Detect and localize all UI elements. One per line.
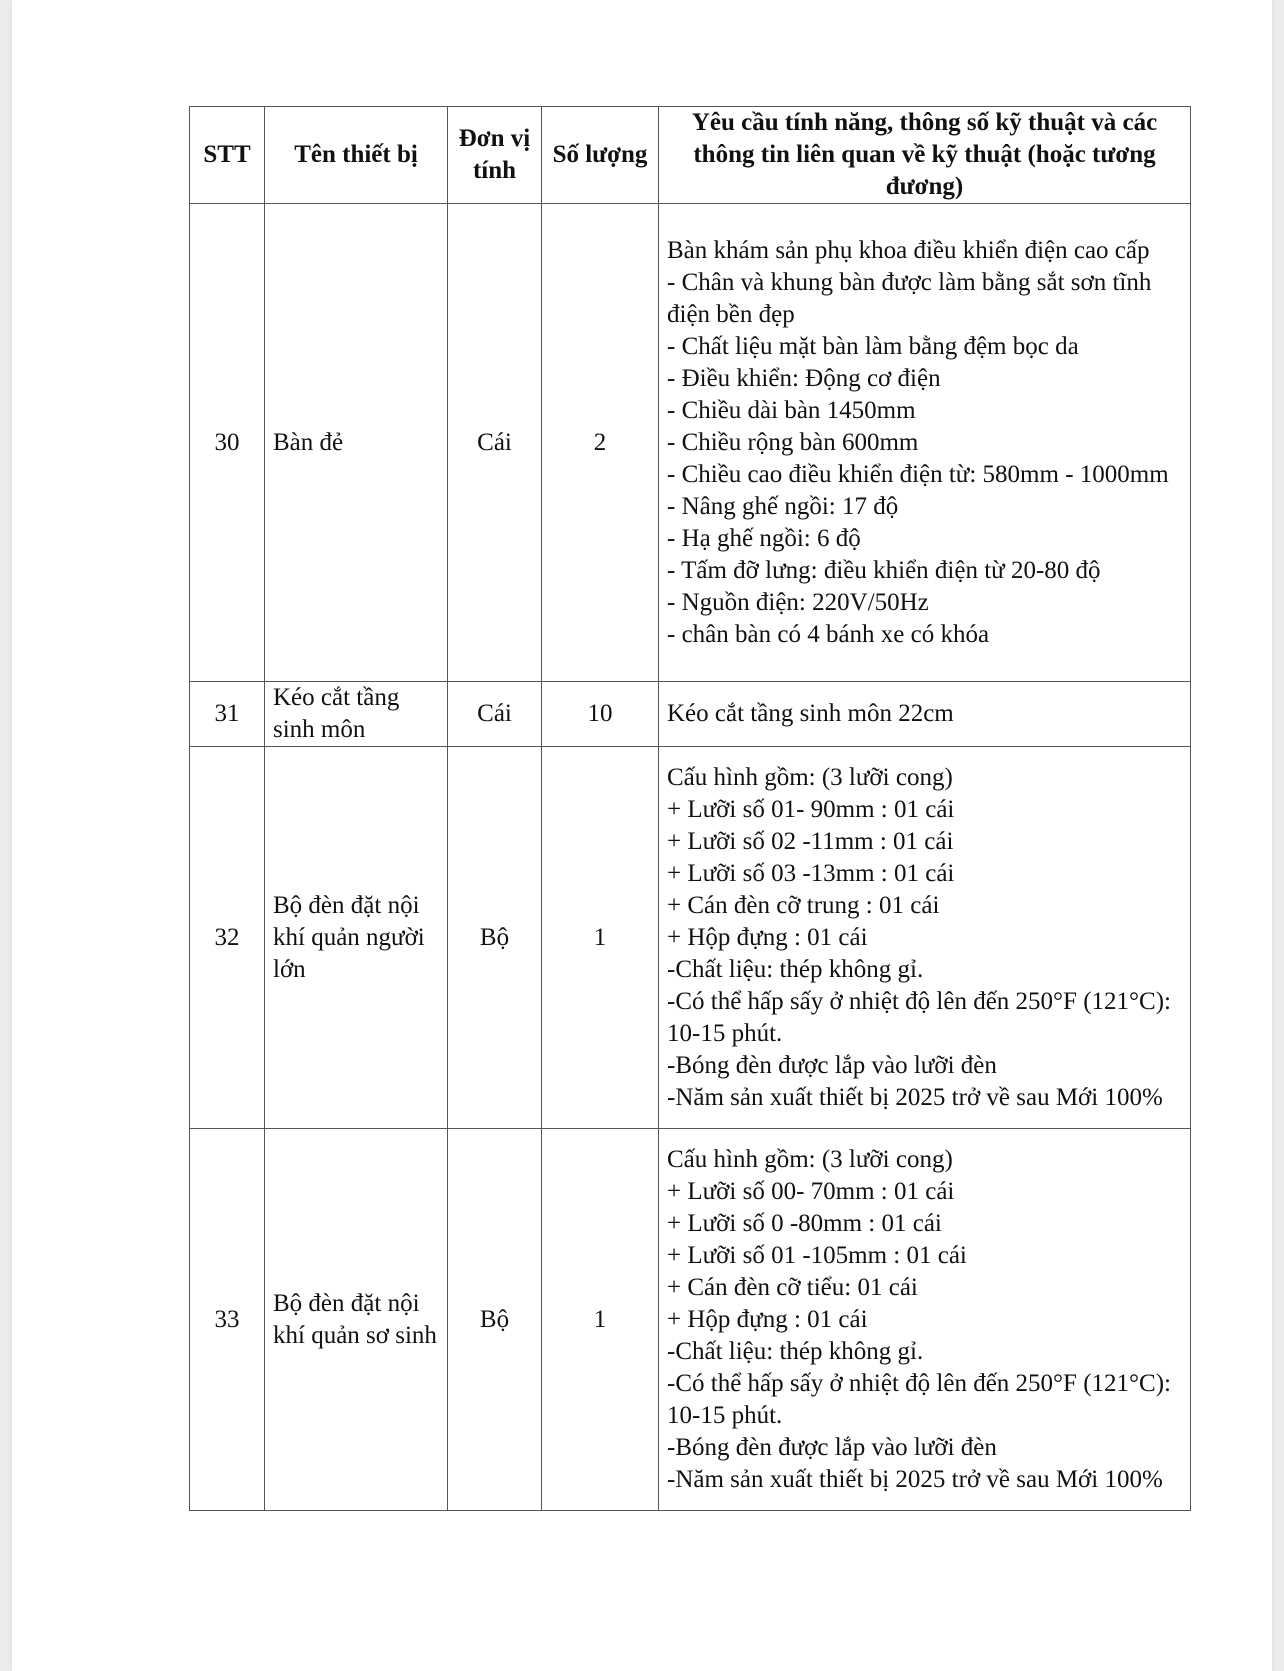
row-device-name: Bàn đẻ — [265, 204, 448, 682]
row-unit: Bộ — [448, 747, 542, 1129]
spec-line: + Cán đèn cỡ tiểu: 01 cái — [667, 1273, 918, 1301]
spec-line: - Chiều cao điều khiển điện từ: 580mm - 1000mm — [667, 460, 1169, 488]
spec-line: - Nâng ghế ngồi: 17 độ — [667, 492, 899, 520]
spec-line: + Hộp đựng : 01 cái — [667, 923, 868, 951]
spec-line: + Lưỡi số 02 -11mm : 01 cái — [667, 827, 954, 855]
document-page — [12, 0, 1272, 1671]
row-stt: 33 — [190, 1129, 265, 1511]
spec-line: + Hộp đựng : 01 cái — [667, 1305, 868, 1333]
spec-line: + Lưỡi số 0 -80mm : 01 cái — [667, 1209, 942, 1237]
spec-line: Cấu hình gồm: (3 lưỡi cong) — [667, 763, 953, 791]
table-row — [190, 204, 1191, 682]
spec-line: - Nguồn điện: 220V/50Hz — [667, 588, 929, 616]
spec-line: + Lưỡi số 01- 90mm : 01 cái — [667, 795, 955, 823]
row-specification — [659, 204, 1191, 682]
spec-line: -Năm sản xuất thiết bị 2025 trở về sau Mới 100% — [667, 1465, 1163, 1493]
spec-line: - Chiều dài bàn 1450mm — [667, 396, 916, 424]
row-unit: Cái — [448, 682, 542, 747]
table-header-row — [190, 107, 1191, 204]
row-unit: Cái — [448, 204, 542, 682]
row-specification — [659, 1129, 1191, 1511]
row-device-name: Bộ đèn đặt nội khí quản sơ sinh — [265, 1129, 448, 1511]
spec-line: -Chất liệu: thép không gỉ. — [667, 955, 924, 983]
spec-line: - Chân và khung bàn được làm bằng sắt sơn tĩnh điện bền đẹp — [667, 268, 1152, 328]
header-unit: Đơn vị tính — [448, 107, 542, 204]
header-stt: STT — [190, 107, 265, 204]
header-device-name: Tên thiết bị — [265, 107, 448, 204]
spec-line: Kéo cắt tầng sinh môn 22cm — [667, 700, 954, 727]
spec-line: + Lưỡi số 03 -13mm : 01 cái — [667, 859, 955, 887]
row-stt: 32 — [190, 747, 265, 1129]
spec-line: -Bóng đèn được lắp vào lưỡi đèn — [667, 1051, 997, 1079]
spec-line: - Điều khiển: Động cơ điện — [667, 364, 941, 392]
spec-line: + Cán đèn cỡ trung : 01 cái — [667, 891, 940, 919]
row-specification — [659, 747, 1191, 1129]
spec-line: + Lưỡi số 00- 70mm : 01 cái — [667, 1177, 955, 1205]
row-unit: Bộ — [448, 1129, 542, 1511]
row-stt: 31 — [190, 682, 265, 747]
table-row — [190, 747, 1191, 1129]
row-device-name: Kéo cắt tầng sinh môn — [265, 682, 448, 747]
row-quantity: 10 — [542, 682, 659, 747]
table-row — [190, 682, 1191, 747]
equipment-spec-table — [189, 106, 1191, 1511]
table-row — [190, 1129, 1191, 1511]
row-device-name: Bộ đèn đặt nội khí quản người lớn — [265, 747, 448, 1129]
spec-line: - chân bàn có 4 bánh xe có khóa — [667, 620, 990, 648]
row-specification — [659, 682, 1191, 747]
spec-line: -Có thể hấp sấy ở nhiệt độ lên đến 250°F (121°C): 10-15 phút. — [667, 1369, 1171, 1429]
row-stt: 30 — [190, 204, 265, 682]
spec-line: + Lưỡi số 01 -105mm : 01 cái — [667, 1241, 967, 1269]
spec-line: -Bóng đèn được lắp vào lưỡi đèn — [667, 1433, 997, 1461]
spec-line: -Có thể hấp sấy ở nhiệt độ lên đến 250°F (121°C): 10-15 phút. — [667, 987, 1171, 1047]
spec-line: - Chiều rộng bàn 600mm — [667, 428, 919, 456]
row-quantity: 1 — [542, 747, 659, 1129]
spec-line: Bàn khám sản phụ khoa điều khiển điện cao cấp — [667, 236, 1150, 264]
header-specification: Yêu cầu tính năng, thông số kỹ thuật và các thông tin liên quan về kỹ thuật (hoặc tương đương) — [659, 107, 1191, 204]
spec-line: - Tấm đỡ lưng: điều khiển điện từ 20-80 độ — [667, 556, 1101, 584]
row-quantity: 2 — [542, 204, 659, 682]
header-quantity: Số lượng — [542, 107, 659, 204]
spec-line: -Năm sản xuất thiết bị 2025 trở về sau Mới 100% — [667, 1083, 1163, 1111]
spec-line: - Hạ ghế ngồi: 6 độ — [667, 524, 861, 552]
spec-line: -Chất liệu: thép không gỉ. — [667, 1337, 924, 1365]
spec-line: - Chất liệu mặt bàn làm bằng đệm bọc da — [667, 332, 1079, 360]
spec-line: Cấu hình gồm: (3 lưỡi cong) — [667, 1145, 953, 1173]
row-quantity: 1 — [542, 1129, 659, 1511]
